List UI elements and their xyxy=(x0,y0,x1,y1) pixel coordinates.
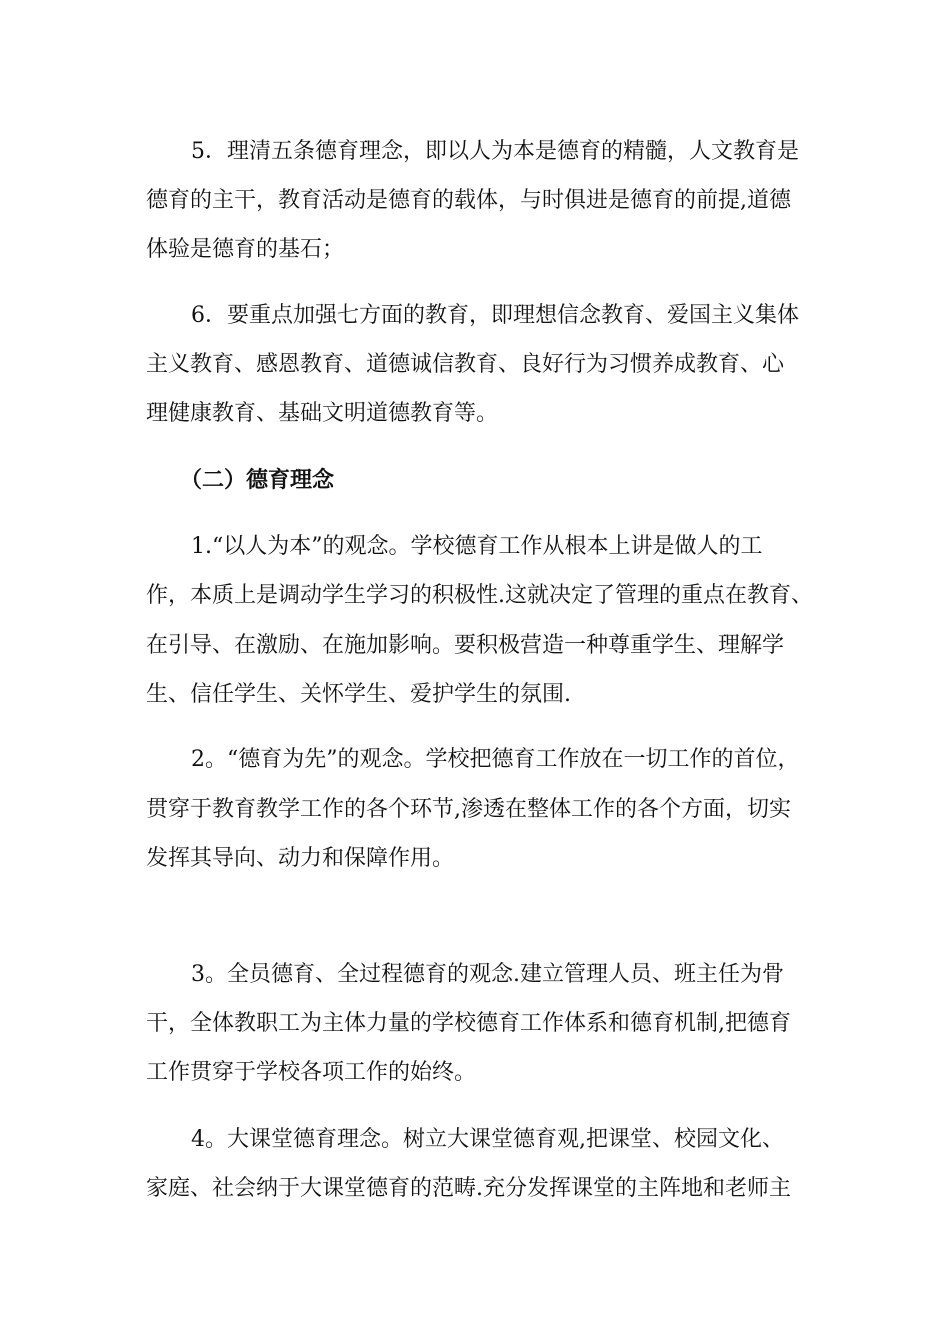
text-line: 家庭、社会纳于大课堂德育的范畴.充分发挥课堂的主阵地和老师主 xyxy=(146,1176,791,1201)
text-line: 在引导、在激励、在施加影响。要积极营造一种尊重学生、理解学 xyxy=(146,633,785,658)
text-line: 3。全员德育、全过程德育的观念.建立管理人员、班主任为骨 xyxy=(191,962,784,987)
text-line: 5．理清五条德育理念，即以人为本是德育的精髓，人文教育是 xyxy=(191,139,799,164)
section-heading: （二）德育理念 xyxy=(180,468,335,493)
text-line: 德育的主干，教育活动是德育的载体，与时俱进是德育的前提,道德 xyxy=(146,188,791,213)
text-line: 干，全体教职工为主体力量的学校德育工作体系和德育机制,把德育 xyxy=(146,1011,791,1036)
text-line: 理健康教育、基础文明道德教育等。 xyxy=(146,401,499,426)
text-line: 体验是德育的基石； xyxy=(146,237,345,262)
text-line: 贯穿于教育教学工作的各个环节,渗透在整体工作的各个方面，切实 xyxy=(146,797,791,822)
text-line: 作，本质上是调动学生学习的积极性.这就决定了管理的重点在教育、 xyxy=(146,583,813,608)
text-line: 发挥其导向、动力和保障作用。 xyxy=(146,846,455,871)
text-line: 2。“德育为先”的观念。学校把德育工作放在一切工作的首位， xyxy=(191,747,800,772)
text-line: 1.“以人为本”的观念。学校德育工作从根本上讲是做人的工 xyxy=(191,534,763,559)
text-line: 工作贯穿于学校各项工作的始终。 xyxy=(146,1060,477,1085)
text-line: 主义教育、感恩教育、道德诚信教育、良好行为习惯养成教育、心 xyxy=(146,352,785,377)
text-line: 生、信任学生、关怀学生、爱护学生的氛围. xyxy=(146,682,571,707)
text-line: 6．要重点加强七方面的教育，即理想信念教育、爱国主义集体 xyxy=(191,303,799,328)
text-line: 4。大课堂德育理念。树立大课堂德育观,把课堂、校园文化、 xyxy=(191,1127,784,1152)
